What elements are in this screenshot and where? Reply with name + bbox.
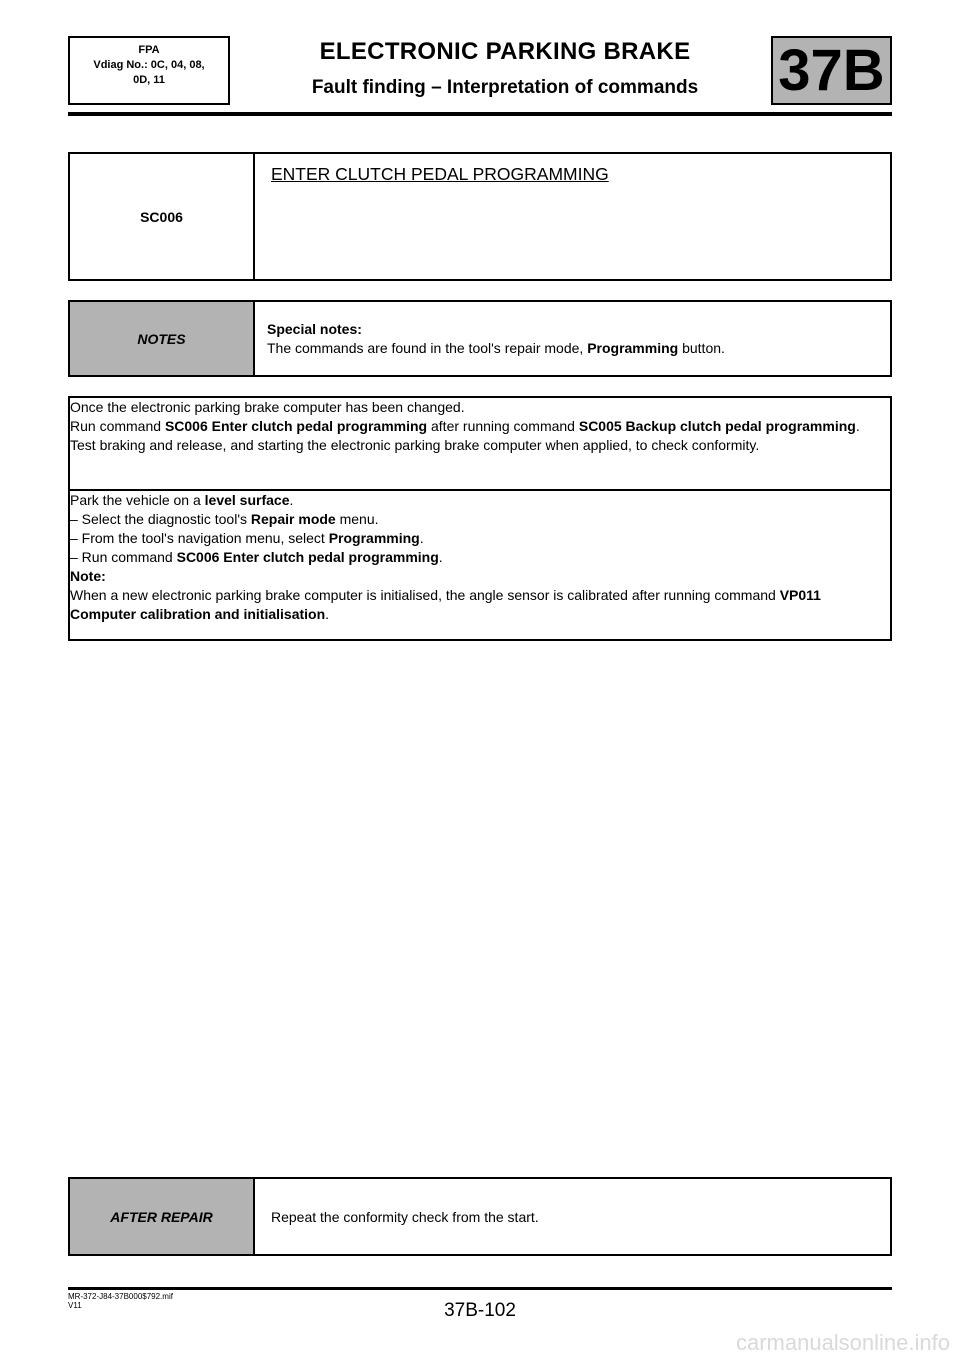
page-number: 37B-102 — [444, 1300, 516, 1321]
command-code: SC006 — [69, 153, 254, 280]
notes-text-before: The commands are found in the tool's repair mode, — [267, 340, 584, 356]
context-line: Once the electronic parking brake computer has been changed. — [70, 399, 465, 415]
vdiag-numbers-line2: 0D, 11 — [133, 74, 165, 86]
footer-file-ref: MR-372-J84-37B000$792.mif — [68, 1292, 173, 1301]
sc006-term: SC006 Enter clutch pedal programming — [176, 549, 439, 565]
procedure-steps — [69, 490, 891, 640]
after-repair-text: Repeat the conformity check from the start. — [254, 1178, 891, 1255]
context-command-sc006: SC006 Enter clutch pedal programming — [164, 418, 428, 434]
repair-mode-term: Repair mode — [250, 511, 336, 527]
note-label: Note: — [70, 568, 106, 584]
notes-body — [254, 301, 891, 376]
footer-reference — [68, 1292, 173, 1310]
notes-label: NOTES — [69, 301, 254, 376]
context-period: . — [855, 418, 860, 434]
command-name: ENTER CLUTCH PEDAL PROGRAMMING — [271, 164, 609, 184]
step-2: – From the tool's navigation menu, select Programming. — [70, 530, 424, 546]
context-command-sc005: SC005 Backup clutch pedal programming — [578, 418, 856, 434]
vp011-term: VP011 Computer calibration and initialisation — [70, 587, 821, 622]
page-title: ELECTRONIC PARKING BRAKE — [319, 38, 691, 65]
watermark: carmanualsonline.info — [735, 1330, 950, 1355]
context-after-text: after running command — [431, 418, 575, 434]
command-table — [68, 152, 892, 281]
procedure-context — [69, 397, 891, 490]
after-repair-table — [68, 1177, 892, 1256]
footer-version: V11 — [68, 1301, 82, 1310]
vdiag-box — [68, 36, 230, 105]
notes-text-after: button. — [682, 340, 725, 356]
context-test-line: Test braking and release, and starting the electronic parking brake computer when applied, to check conformity. — [70, 437, 760, 453]
procedure-table — [68, 396, 892, 641]
step-1: – Select the diagnostic tool's Repair mode menu. — [70, 511, 379, 527]
notes-heading: Special notes: — [267, 321, 362, 337]
context-run-text: Run command — [70, 418, 162, 434]
section-badge: 37B — [771, 36, 892, 105]
page-subtitle: Fault finding – Interpretation of commands — [311, 77, 699, 98]
step-3: – Run command SC006 Enter clutch pedal programming. — [70, 549, 443, 565]
step-intro: Park the vehicle on a level surface. — [70, 492, 294, 508]
command-name-cell — [254, 153, 891, 280]
vdiag-numbers-line1: Vdiag No.: 0C, 04, 08, — [93, 59, 205, 71]
programming-term: Programming — [328, 530, 420, 546]
notes-table — [68, 300, 892, 377]
note-text: When a new electronic parking brake computer is initialised, the angle sensor is calibrated after running command VP011 Computer calibration and initialisation. — [70, 587, 821, 622]
notes-programming-term: Programming — [587, 340, 679, 356]
footer-rule — [68, 1287, 892, 1290]
vehicle-code: FPA — [138, 44, 160, 56]
level-surface-term: level surface — [204, 492, 290, 508]
after-repair-label: AFTER REPAIR — [69, 1178, 254, 1255]
header-rule — [68, 112, 892, 116]
